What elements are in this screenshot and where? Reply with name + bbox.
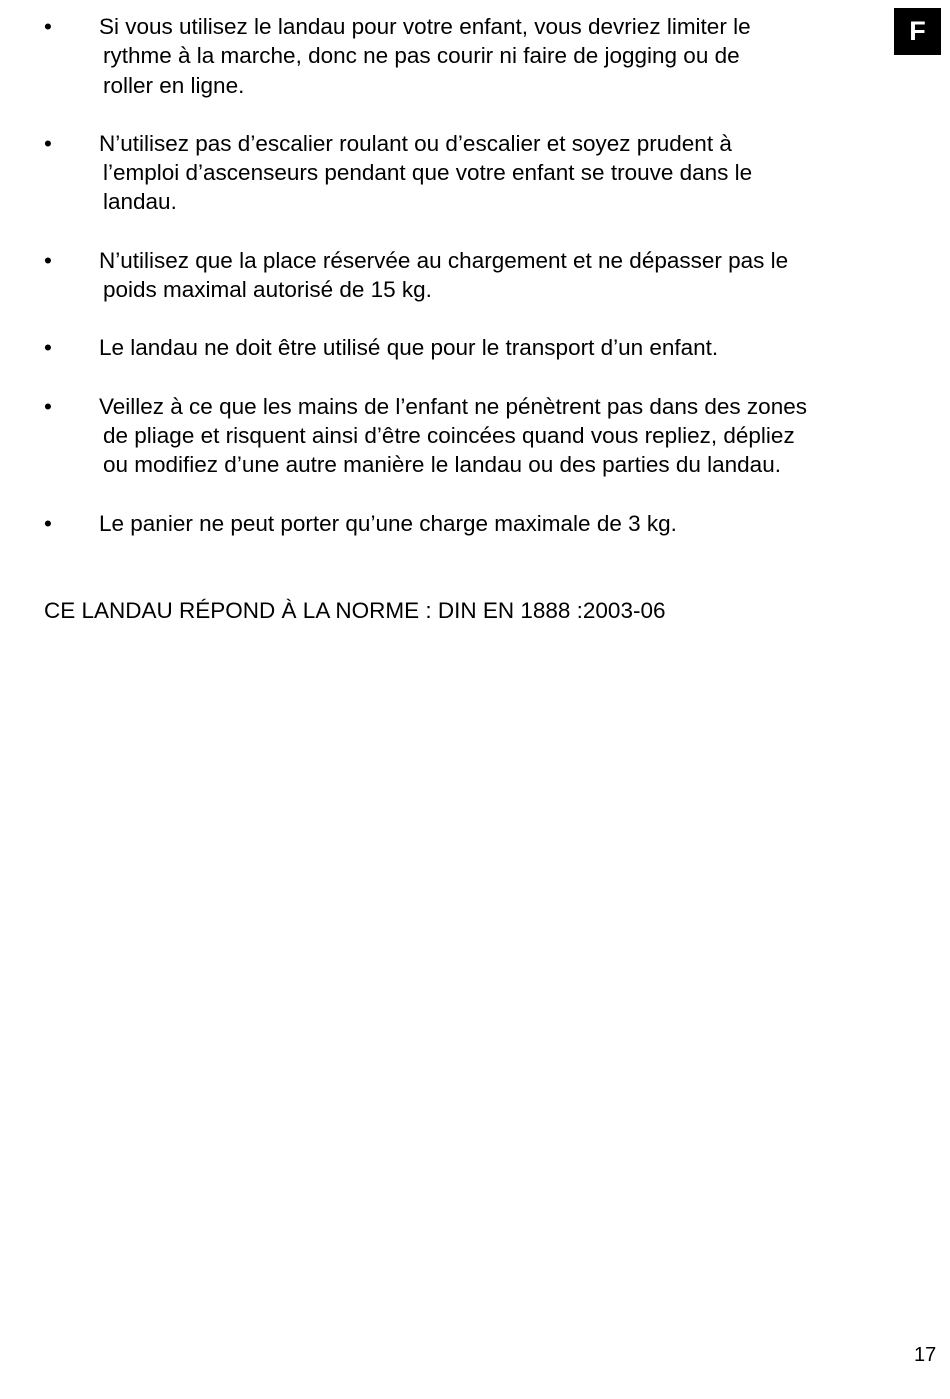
bullet-item-continuation: l’emploi d’ascenseurs pendant que votre enfant se trouve dans le landau. [103, 160, 753, 215]
bullet-icon: • [44, 14, 52, 39]
bullet-icon: • [44, 130, 52, 156]
bullet-item-1 [44, 12, 924, 100]
bullet-item-5 [44, 392, 924, 480]
bullet-item-continuation: poids maximal autorisé de 15 kg. [103, 277, 432, 303]
bullet-item-continuation: de pliage et risquent ainsi d’être coincées quand vous repliez, dépliez ou modifiez d’une autre manière le landau ou des parties du landau. [103, 422, 795, 478]
bullet-item-6 [44, 509, 924, 538]
bullet-item-first-line: Veillez à ce que les mains de l’enfant ne pénètrent pas dans des zones [99, 393, 807, 419]
bullet-item-first-line: N’utilisez que la place réservée au chargement et ne dépasser pas le [99, 247, 789, 273]
bullet-item-first-line: Le landau ne doit être utilisé que pour le transport d’un enfant. [99, 335, 719, 361]
bullet-icon: • [44, 335, 52, 361]
safety-bullet-list [44, 12, 924, 567]
norm-statement: CE LANDAU RÉPOND À LA NORME : DIN EN 1888 :2003-06 [44, 598, 666, 623]
bullet-item-2 [44, 129, 924, 217]
bullet-icon: • [44, 247, 52, 273]
bullet-icon: • [44, 393, 52, 419]
bullet-item-4 [44, 333, 924, 362]
bullet-item-first-line: N’utilisez pas d’escalier roulant ou d’escalier et soyez prudent à [99, 130, 732, 156]
language-tab-f: F [894, 8, 941, 55]
bullet-item-continuation: rythme à la marche, donc ne pas courir ni faire de jogging ou de roller en ligne. [103, 43, 740, 98]
bullet-item-3 [44, 246, 924, 305]
bullet-item-first-line: Le panier ne peut porter qu’une charge maximale de 3 kg. [99, 510, 677, 536]
bullet-icon: • [44, 510, 52, 536]
page-number: 17 [914, 1344, 937, 1366]
bullet-item-first-line: Si vous utilisez le landau pour votre enfant, vous devriez limiter le [99, 14, 751, 39]
